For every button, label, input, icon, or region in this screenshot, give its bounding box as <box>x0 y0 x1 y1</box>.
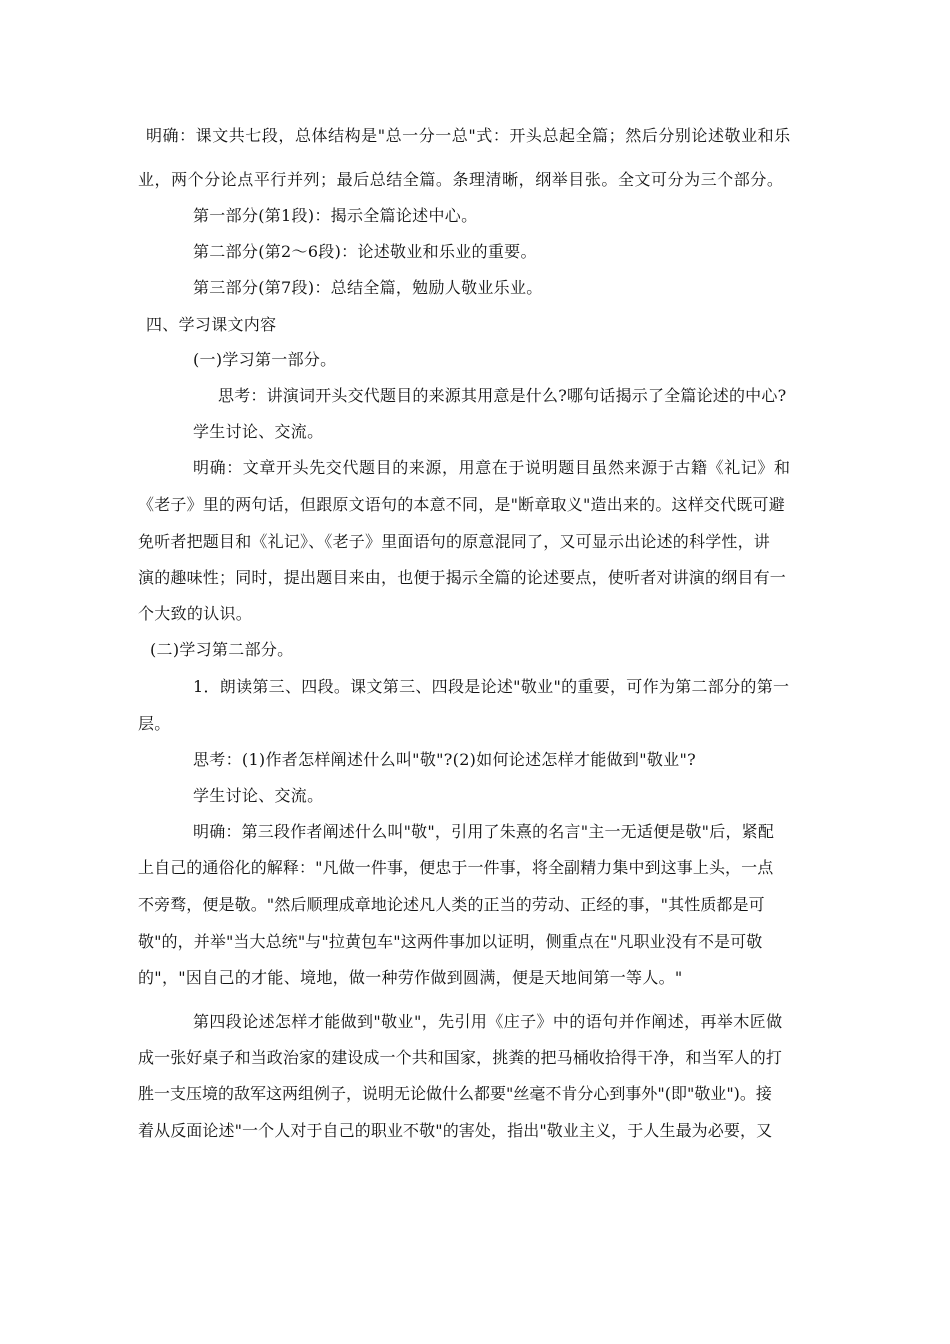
text-line: 业，两个分论点平行并列；最后总结全篇。条理清晰，纲举目张。全文可分为三个部分。 <box>138 170 784 189</box>
text-line: 第三部分(第7段)：总结全篇，勉励人敬业乐业。 <box>193 278 543 297</box>
subsection-heading: (一)学习第一部分。 <box>193 350 337 369</box>
subsection-heading: (二)学习第二部分。 <box>150 640 294 659</box>
text-line: 敬"的，并举"当大总统"与"拉黄包车"这两件事加以证明，侧重点在"凡职业没有不是可敬 <box>138 932 763 951</box>
text-line: 学生讨论、交流。 <box>193 422 324 441</box>
text-line: 第二部分(第2～6段)：论述敬业和乐业的重要。 <box>193 242 537 261</box>
text-line: 层。 <box>138 714 171 733</box>
text-line: 成一张好桌子和当政治家的建设成一个共和国家，挑粪的把马桶收拾得干净，和当军人的打 <box>138 1048 783 1067</box>
text-line: 的"，"因自己的才能、境地，做一种劳作做到圆满，便是天地间第一等人。" <box>138 968 683 987</box>
text-line: 思考：(1)作者怎样阐述什么叫"敬"?(2)如何论述怎样才能做到"敬业"? <box>193 750 697 769</box>
text-line: 胜一支压境的敌军这两组例子，说明无论做什么都要"丝毫不肯分心到事外"(即"敬业")。接 <box>138 1084 772 1103</box>
text-line: 个大致的认识。 <box>138 604 253 623</box>
text-line: 1．朗读第三、四段。课文第三、四段是论述"敬业"的重要，可作为第二部分的第一 <box>193 677 790 696</box>
text-line: 着从反面论述"一个人对于自己的职业不敬"的害处，指出"敬业主义，于人生最为必要，又 <box>138 1121 773 1140</box>
text-line: 明确：第三段作者阐述什么叫"敬"，引用了朱熹的名言"主一无适便是敬"后，紧配 <box>193 822 775 841</box>
text-line: 第一部分(第1段)：揭示全篇论述中心。 <box>193 206 478 225</box>
text-line: 演的趣味性；同时，提出题目来由，也便于揭示全篇的论述要点，使听者对讲演的纲目有一 <box>138 568 787 587</box>
text-line: 明确：文章开头先交代题目的来源，用意在于说明题目虽然来源于古籍《礼记》和 <box>193 458 791 477</box>
text-line: 不旁骛，便是敬。"然后顺理成章地论述凡人类的正当的劳动、正经的事，"其性质都是可 <box>138 895 765 914</box>
text-line: 学生讨论、交流。 <box>193 786 324 805</box>
text-line: 明确：课文共七段，总体结构是"总一分一总"式：开头总起全篇；然后分别论述敬业和乐 <box>146 126 791 145</box>
section-heading: 四、学习课文内容 <box>146 315 277 334</box>
text-line: 思考：讲演词开头交代题目的来源其用意是什么?哪句话揭示了全篇论述的中心? <box>218 386 787 405</box>
text-line: 免听者把题目和《礼记》、《老子》里面语句的原意混同了，又可显示出论述的科学性，讲 <box>138 532 771 551</box>
text-line: 第四段论述怎样才能做到"敬业"，先引用《庄子》中的语句并作阐述，再举木匠做 <box>193 1012 783 1031</box>
text-line: 上自己的通俗化的解释："凡做一件事，便忠于一件事，将全副精力集中到这事上头，一点 <box>138 858 774 877</box>
text-line: 《老子》里的两句话，但跟原文语句的本意不同，是"断章取义"造出来的。这样交代既可避 <box>138 495 785 514</box>
